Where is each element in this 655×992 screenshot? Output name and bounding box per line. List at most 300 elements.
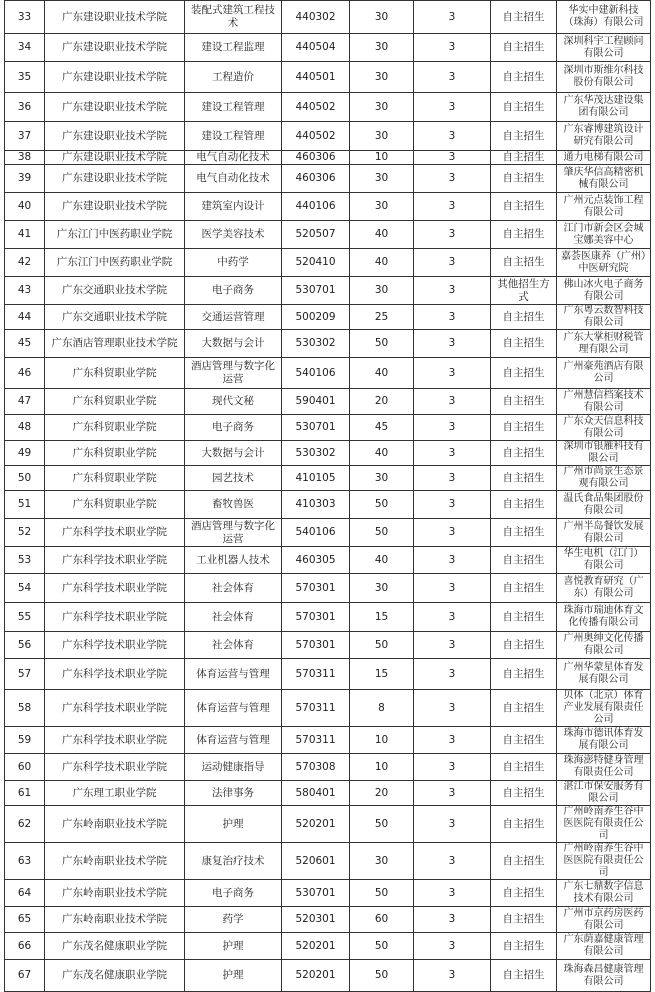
cell-major: 大数据与会计 [185,330,282,358]
cell-plan-count: 10 [350,727,414,754]
cell-school: 广东建设职业技术学院 [45,165,185,193]
cell-major-code: 530701 [282,277,350,305]
cell-enroll-mode: 自主招生 [491,389,557,415]
cell-major-code: 540106 [282,358,350,389]
cell-major: 社会体育 [185,632,282,659]
cell-major: 交通运营管理 [185,305,282,330]
cell-plan-count: 30 [350,277,414,305]
cell-company: 通力电梯有限公司 [557,151,651,165]
cell-major-code: 440502 [282,122,350,151]
table-row [5,305,651,330]
cell-company: 深圳市银雁科技有限公司 [557,441,651,466]
table-row [5,806,651,843]
cell-major-code: 570311 [282,690,350,727]
cell-school: 广东科贸职业学院 [45,415,185,441]
cell-major: 酒店管理与数字化运营 [185,519,282,547]
cell-years: 3 [414,441,491,466]
cell-school: 广东江门中医药职业学院 [45,221,185,249]
cell-plan-count: 40 [350,358,414,389]
cell-major-code: 570311 [282,727,350,754]
cell-major: 体育运营与管理 [185,690,282,727]
cell-plan-count: 30 [350,466,414,491]
cell-index: 47 [5,389,45,415]
cell-index: 65 [5,907,45,933]
cell-years: 3 [414,415,491,441]
cell-major-code: 570301 [282,632,350,659]
cell-index: 52 [5,519,45,547]
cell-company: 佛山冰火电子商务有限公司 [557,277,651,305]
cell-major: 酒店管理与数字化运营 [185,358,282,389]
cell-major: 电子商务 [185,277,282,305]
cell-company: 深圳科宇工程顾问有限公司 [557,34,651,62]
cell-major: 现代文秘 [185,389,282,415]
cell-index: 53 [5,547,45,574]
cell-company: 湛江市保安服务有限公司 [557,781,651,806]
cell-enroll-mode: 自主招生 [491,754,557,781]
cell-years: 3 [414,330,491,358]
cell-enroll-mode: 自主招生 [491,249,557,277]
cell-years: 3 [414,277,491,305]
cell-school: 广东科学技术职业学院 [45,574,185,603]
table-row [5,727,651,754]
cell-major: 电子商务 [185,415,282,441]
table-row [5,632,651,659]
cell-company: 广州市京药房医药有限公司 [557,907,651,933]
cell-major-code: 520507 [282,221,350,249]
cell-enroll-mode: 自主招生 [491,603,557,632]
cell-enroll-mode: 自主招生 [491,330,557,358]
table-row [5,34,651,62]
table-row [5,151,651,165]
cell-school: 广东岭南职业技术学院 [45,843,185,880]
cell-years: 3 [414,754,491,781]
cell-school: 广东交通职业技术学院 [45,277,185,305]
cell-enroll-mode: 自主招生 [491,491,557,519]
cell-index: 40 [5,193,45,221]
cell-index: 34 [5,34,45,62]
cell-major-code: 410105 [282,466,350,491]
cell-company: 珠海森昌健康管理有限公司 [557,960,651,992]
cell-school: 广东科学技术职业学院 [45,519,185,547]
cell-enroll-mode: 自主招生 [491,781,557,806]
cell-company: 华生电机（江门）有限公司 [557,547,651,574]
cell-plan-count: 30 [350,34,414,62]
cell-company: 珠海市德讯体育发展有限公司 [557,727,651,754]
cell-index: 35 [5,62,45,93]
cell-major: 医学美容技术 [185,221,282,249]
cell-major-code: 590401 [282,389,350,415]
cell-years: 3 [414,690,491,727]
cell-years: 3 [414,389,491,415]
cell-enroll-mode: 自主招生 [491,933,557,960]
table-row [5,781,651,806]
cell-company: 广东众天信息科技有限公司 [557,415,651,441]
cell-years: 3 [414,781,491,806]
cell-company: 广东粤云数智科技有限公司 [557,305,651,330]
enrollment-table-page [4,0,650,992]
cell-school: 广东科学技术职业学院 [45,603,185,632]
cell-plan-count: 50 [350,491,414,519]
cell-company: 广州慧信档案技术有限公司 [557,389,651,415]
cell-major: 建设工程管理 [185,93,282,122]
cell-years: 3 [414,221,491,249]
cell-plan-count: 50 [350,933,414,960]
cell-major: 社会体育 [185,603,282,632]
cell-enroll-mode: 自主招生 [491,193,557,221]
cell-company: 广州华蒙星体育发展有限公司 [557,659,651,690]
cell-school: 广东岭南职业技术学院 [45,907,185,933]
cell-years: 3 [414,843,491,880]
cell-index: 59 [5,727,45,754]
cell-index: 49 [5,441,45,466]
cell-company: 广东大掌柜财税管理有限公司 [557,330,651,358]
cell-major: 药学 [185,907,282,933]
cell-years: 3 [414,193,491,221]
cell-major-code: 530701 [282,415,350,441]
cell-index: 38 [5,151,45,165]
cell-major-code: 570311 [282,659,350,690]
cell-enroll-mode: 自主招生 [491,122,557,151]
cell-index: 60 [5,754,45,781]
cell-plan-count: 20 [350,389,414,415]
cell-major: 护理 [185,806,282,843]
cell-company: 贝体（北京）体育产业发展有限责任公司 [557,690,651,727]
cell-years: 3 [414,165,491,193]
cell-plan-count: 10 [350,754,414,781]
table-row [5,659,651,690]
cell-enroll-mode: 自主招生 [491,358,557,389]
cell-company: 广州元点装饰工程有限公司 [557,193,651,221]
cell-major-code: 520301 [282,907,350,933]
cell-school: 广东茂名健康职业学院 [45,960,185,992]
table-row [5,933,651,960]
cell-major-code: 530302 [282,330,350,358]
table-row [5,466,651,491]
cell-major-code: 440501 [282,62,350,93]
cell-plan-count: 40 [350,221,414,249]
cell-company: 华实中建新科技（珠海）有限公司 [557,1,651,34]
cell-company: 广州市尚景生态景观有限公司 [557,466,651,491]
cell-enroll-mode: 自主招生 [491,806,557,843]
cell-years: 3 [414,727,491,754]
cell-plan-count: 50 [350,806,414,843]
cell-plan-count: 30 [350,122,414,151]
cell-index: 50 [5,466,45,491]
cell-company: 广东华茂达建设集团有限公司 [557,93,651,122]
cell-enroll-mode: 自主招生 [491,843,557,880]
table-row [5,415,651,441]
cell-company: 珠海市瑞迪体育文化传播有限公司 [557,603,651,632]
cell-years: 3 [414,305,491,330]
cell-school: 广东建设职业技术学院 [45,1,185,34]
cell-enroll-mode: 自主招生 [491,415,557,441]
cell-school: 广东岭南职业技术学院 [45,806,185,843]
cell-index: 37 [5,122,45,151]
cell-enroll-mode: 自主招生 [491,574,557,603]
cell-index: 61 [5,781,45,806]
cell-major-code: 440502 [282,93,350,122]
cell-plan-count: 30 [350,843,414,880]
cell-major: 电气自动化技术 [185,151,282,165]
cell-school: 广东科学技术职业学院 [45,659,185,690]
cell-years: 3 [414,659,491,690]
table-row [5,907,651,933]
cell-school: 广东建设职业技术学院 [45,151,185,165]
cell-school: 广东岭南职业技术学院 [45,880,185,907]
cell-years: 3 [414,603,491,632]
cell-major: 装配式建筑工程技术 [185,1,282,34]
table-row [5,754,651,781]
cell-major: 体育运营与管理 [185,727,282,754]
cell-enroll-mode: 自主招生 [491,880,557,907]
cell-school: 广东理工职业学院 [45,781,185,806]
cell-index: 51 [5,491,45,519]
cell-school: 广东科贸职业学院 [45,491,185,519]
cell-major: 中药学 [185,249,282,277]
cell-index: 46 [5,358,45,389]
cell-company: 嘉荟医康养（广州）中医研究院 [557,249,651,277]
cell-index: 41 [5,221,45,249]
table-row [5,277,651,305]
cell-major-code: 570301 [282,574,350,603]
cell-index: 39 [5,165,45,193]
cell-major-code: 530701 [282,880,350,907]
cell-major: 畜牧兽医 [185,491,282,519]
cell-index: 57 [5,659,45,690]
cell-index: 55 [5,603,45,632]
cell-company: 喜悦教育研究（广东）有限公司 [557,574,651,603]
cell-plan-count: 30 [350,62,414,93]
cell-school: 广东科学技术职业学院 [45,754,185,781]
cell-enroll-mode: 自主招生 [491,1,557,34]
cell-enroll-mode: 自主招生 [491,547,557,574]
cell-major-code: 520201 [282,960,350,992]
cell-plan-count: 60 [350,907,414,933]
cell-company: 深圳市斯维尔科技股份有限公司 [557,62,651,93]
cell-years: 3 [414,34,491,62]
cell-company: 广州豪苑酒店有限公司 [557,358,651,389]
table-row [5,574,651,603]
cell-years: 3 [414,960,491,992]
cell-company: 广州岭南养生谷中医医院有限责任公司 [557,843,651,880]
cell-plan-count: 50 [350,519,414,547]
cell-major: 建设工程监理 [185,34,282,62]
cell-enroll-mode: 自主招生 [491,62,557,93]
cell-enroll-mode: 自主招生 [491,727,557,754]
cell-school: 广东江门中医药职业学院 [45,249,185,277]
cell-enroll-mode: 自主招生 [491,441,557,466]
cell-school: 广东科学技术职业学院 [45,727,185,754]
cell-plan-count: 8 [350,690,414,727]
table-row [5,547,651,574]
cell-school: 广东建设职业技术学院 [45,193,185,221]
cell-enroll-mode: 自主招生 [491,519,557,547]
cell-index: 67 [5,960,45,992]
cell-enroll-mode: 自主招生 [491,34,557,62]
cell-school: 广东建设职业技术学院 [45,122,185,151]
cell-company: 珠海澎特健身管理有限责任公司 [557,754,651,781]
cell-index: 66 [5,933,45,960]
cell-years: 3 [414,122,491,151]
cell-index: 33 [5,1,45,34]
cell-plan-count: 40 [350,441,414,466]
cell-company: 江门市新会区会城宝娜美容中心 [557,221,651,249]
table-row [5,843,651,880]
cell-index: 45 [5,330,45,358]
cell-major-code: 520201 [282,933,350,960]
table-row [5,165,651,193]
cell-major: 大数据与会计 [185,441,282,466]
cell-major: 社会体育 [185,574,282,603]
cell-company: 肇庆华信高精密机械有限公司 [557,165,651,193]
cell-plan-count: 50 [350,330,414,358]
cell-school: 广东建设职业技术学院 [45,62,185,93]
cell-plan-count: 40 [350,547,414,574]
cell-major: 工程造价 [185,62,282,93]
cell-major-code: 520410 [282,249,350,277]
cell-school: 广东科学技术职业学院 [45,547,185,574]
cell-enroll-mode: 自主招生 [491,151,557,165]
cell-major-code: 460306 [282,165,350,193]
cell-enroll-mode: 自主招生 [491,165,557,193]
cell-years: 3 [414,933,491,960]
table-row [5,491,651,519]
cell-plan-count: 30 [350,93,414,122]
cell-company: 广州奥绅文化传播有限公司 [557,632,651,659]
cell-plan-count: 10 [350,151,414,165]
table-row [5,62,651,93]
cell-school: 广东科贸职业学院 [45,441,185,466]
cell-enroll-mode: 自主招生 [491,632,557,659]
cell-enroll-mode: 自主招生 [491,659,557,690]
cell-plan-count: 30 [350,1,414,34]
cell-years: 3 [414,151,491,165]
cell-major-code: 440302 [282,1,350,34]
cell-major-code: 440106 [282,193,350,221]
cell-plan-count: 50 [350,960,414,992]
cell-index: 62 [5,806,45,843]
cell-plan-count: 30 [350,574,414,603]
cell-index: 63 [5,843,45,880]
cell-plan-count: 15 [350,603,414,632]
cell-years: 3 [414,632,491,659]
cell-index: 43 [5,277,45,305]
cell-major: 护理 [185,960,282,992]
cell-years: 3 [414,93,491,122]
cell-school: 广东科贸职业学院 [45,389,185,415]
cell-years: 3 [414,519,491,547]
cell-major: 电子商务 [185,880,282,907]
table-row [5,519,651,547]
cell-major-code: 570308 [282,754,350,781]
cell-years: 3 [414,1,491,34]
table-row [5,880,651,907]
cell-major: 工业机器人技术 [185,547,282,574]
table-row [5,193,651,221]
cell-years: 3 [414,62,491,93]
cell-enroll-mode: 自主招生 [491,221,557,249]
cell-major: 电气自动化技术 [185,165,282,193]
cell-years: 3 [414,806,491,843]
cell-years: 3 [414,907,491,933]
cell-years: 3 [414,574,491,603]
cell-index: 54 [5,574,45,603]
cell-major-code: 460305 [282,547,350,574]
table-row [5,441,651,466]
cell-major: 法律事务 [185,781,282,806]
cell-enroll-mode: 自主招生 [491,466,557,491]
cell-major-code: 530302 [282,441,350,466]
cell-major-code: 580401 [282,781,350,806]
cell-major: 园艺技术 [185,466,282,491]
table-row [5,122,651,151]
cell-index: 58 [5,690,45,727]
cell-school: 广东科贸职业学院 [45,358,185,389]
cell-school: 广东科贸职业学院 [45,466,185,491]
cell-major: 康复治疗技术 [185,843,282,880]
cell-enroll-mode: 自主招生 [491,93,557,122]
cell-plan-count: 20 [350,781,414,806]
cell-enroll-mode: 其他招生方式 [491,277,557,305]
cell-major-code: 570301 [282,603,350,632]
table-row [5,249,651,277]
cell-index: 64 [5,880,45,907]
cell-major-code: 500209 [282,305,350,330]
cell-major: 护理 [185,933,282,960]
cell-years: 3 [414,358,491,389]
cell-school: 广东建设职业技术学院 [45,34,185,62]
cell-major: 建设工程管理 [185,122,282,151]
cell-company: 温氏食品集团股份有限公司 [557,491,651,519]
cell-major-code: 520601 [282,843,350,880]
cell-plan-count: 30 [350,165,414,193]
cell-school: 广东建设职业技术学院 [45,93,185,122]
cell-company: 广州半岛餐饮发展有限公司 [557,519,651,547]
cell-plan-count: 25 [350,305,414,330]
cell-index: 48 [5,415,45,441]
table-row [5,221,651,249]
cell-enroll-mode: 自主招生 [491,960,557,992]
table-row [5,358,651,389]
enrollment-table [4,0,651,992]
cell-plan-count: 30 [350,193,414,221]
cell-company: 广州岭南养生谷中医医院有限责任公司 [557,806,651,843]
table-row [5,93,651,122]
cell-major-code: 540106 [282,519,350,547]
cell-plan-count: 40 [350,249,414,277]
cell-major-code: 410303 [282,491,350,519]
cell-years: 3 [414,249,491,277]
table-row [5,389,651,415]
cell-enroll-mode: 自主招生 [491,907,557,933]
cell-index: 42 [5,249,45,277]
cell-years: 3 [414,547,491,574]
cell-school: 广东交通职业技术学院 [45,305,185,330]
table-row [5,603,651,632]
cell-school: 广东酒店管理职业技术学院 [45,330,185,358]
cell-major-code: 520201 [282,806,350,843]
cell-major-code: 460306 [282,151,350,165]
cell-years: 3 [414,491,491,519]
table-row [5,330,651,358]
cell-school: 广东茂名健康职业学院 [45,933,185,960]
cell-enroll-mode: 自主招生 [491,305,557,330]
cell-enroll-mode: 自主招生 [491,690,557,727]
cell-company: 广东荫嘉健康管理有限公司 [557,933,651,960]
cell-plan-count: 15 [350,659,414,690]
cell-years: 3 [414,880,491,907]
cell-major-code: 440504 [282,34,350,62]
